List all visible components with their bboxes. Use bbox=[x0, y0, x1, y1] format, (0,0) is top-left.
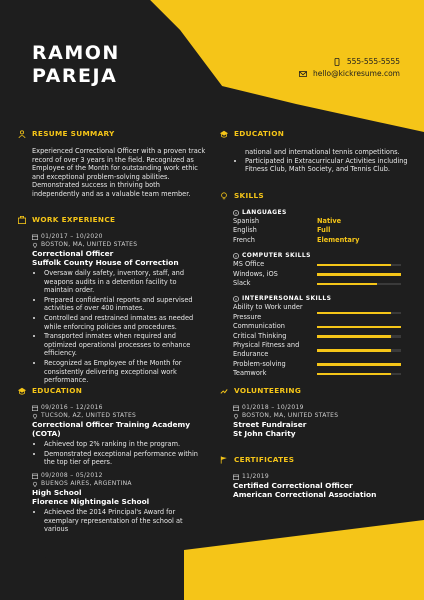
skills-heading: SKILLS bbox=[220, 191, 264, 200]
skill-name: Problem-solving bbox=[233, 359, 286, 368]
education-school: Correctional Officer Training Academy (COTA) bbox=[32, 420, 191, 438]
info-icon bbox=[233, 210, 239, 216]
skill-level-bar bbox=[317, 283, 401, 285]
first-name: RAMON bbox=[32, 42, 120, 64]
location-pin-icon bbox=[32, 242, 38, 248]
languages-heading: LANGUAGES bbox=[233, 208, 408, 217]
education-location: TUCSON, AZ, UNITED STATES bbox=[32, 412, 207, 420]
skill-level-bar bbox=[317, 326, 401, 328]
education-location: BUENOS AIRES, ARGENTINA bbox=[32, 480, 207, 488]
computer-skills-heading: COMPUTER SKILLS bbox=[233, 251, 408, 260]
calendar-icon bbox=[233, 405, 239, 411]
summary-heading: RESUME SUMMARY bbox=[18, 129, 115, 138]
certificate-organization: American Correctional Association bbox=[233, 490, 377, 499]
skill-row bbox=[233, 360, 408, 369]
languages-list bbox=[233, 217, 408, 245]
graduation-cap-icon bbox=[220, 130, 228, 138]
certificate-entry bbox=[233, 473, 408, 499]
skill-row bbox=[233, 270, 408, 279]
education-bullets bbox=[32, 440, 207, 467]
education-continued bbox=[233, 148, 408, 175]
phone-row bbox=[299, 56, 400, 68]
education-dates: 09/2008 – 05/2012 bbox=[32, 472, 207, 480]
calendar-icon bbox=[32, 234, 38, 240]
list-item: • Recognized as Employee of the Month for consistently delivering exceptional work performance. bbox=[44, 359, 207, 385]
volunteering-role: Street Fundraiser bbox=[233, 420, 307, 429]
skill-row bbox=[233, 322, 408, 331]
job-entry bbox=[32, 233, 207, 386]
skill-name: MS Office bbox=[233, 260, 265, 269]
language-row bbox=[233, 226, 408, 235]
language-name: English bbox=[233, 226, 257, 235]
skill-level-bar bbox=[317, 264, 401, 266]
skill-name: Teamwork bbox=[233, 369, 267, 378]
flag-icon bbox=[220, 456, 228, 464]
skill-level-bar bbox=[317, 335, 401, 337]
phone-text[interactable]: 555-555-5555 bbox=[346, 57, 400, 66]
skill-name: Windows, iOS bbox=[233, 269, 278, 278]
language-level: Native bbox=[317, 217, 342, 225]
job-bullets bbox=[32, 269, 207, 385]
skill-level-bar bbox=[317, 312, 401, 314]
contact-block bbox=[299, 56, 400, 80]
certificate-date: 11/2019 bbox=[233, 473, 408, 481]
skill-level-bar bbox=[317, 363, 401, 365]
volunteering-location: BOSTON, MA, UNITED STATES bbox=[233, 412, 408, 420]
language-row bbox=[233, 217, 408, 226]
computer-skills-list bbox=[233, 260, 408, 288]
continued-text: national and international tennis competitions. bbox=[245, 148, 400, 156]
location-pin-icon bbox=[32, 413, 38, 419]
job-organization: Suffolk County House of Correction bbox=[32, 258, 179, 267]
education-degree: High School bbox=[32, 488, 82, 497]
skill-row bbox=[233, 260, 408, 269]
graduation-cap-icon bbox=[18, 387, 26, 395]
calendar-icon bbox=[32, 405, 38, 411]
skill-name: Critical Thinking bbox=[233, 331, 287, 340]
education-bullets bbox=[32, 508, 207, 534]
education-entry-2 bbox=[32, 472, 207, 535]
summary-text: Experienced Correctional Officer with a proven track record of over 3 years in the field. Recognized as Employee of the Month for outstanding work ethic and exceptional problem-solving abilities. Demonstrated success in thriving both independently and as a valuable team member. bbox=[32, 147, 206, 198]
education-entry-1 bbox=[32, 404, 207, 468]
info-icon bbox=[233, 296, 239, 302]
skill-level-bar bbox=[317, 273, 401, 275]
skill-name: Slack bbox=[233, 279, 251, 288]
work-heading: WORK EXPERIENCE bbox=[18, 215, 115, 224]
list-item: • Oversaw daily safety, inventory, staff, and weapons audits in a detention facility to maintain order. bbox=[44, 269, 207, 295]
list-item: • Participated in Extracurricular Activities including Fitness Club, Math Society, and Tennis Club. bbox=[245, 157, 408, 174]
skill-level-remainder bbox=[391, 312, 401, 314]
interpersonal-skills-list bbox=[233, 303, 408, 378]
education-heading-right: EDUCATION bbox=[220, 129, 284, 138]
person-icon bbox=[18, 130, 26, 138]
last-name: PAREJA bbox=[32, 65, 118, 87]
phone-icon bbox=[333, 58, 341, 66]
mail-icon bbox=[299, 70, 307, 78]
language-name: Spanish bbox=[233, 217, 260, 225]
skill-level-bar bbox=[317, 349, 401, 351]
education-school: Florence Nightingale School bbox=[32, 497, 150, 506]
skill-row bbox=[233, 279, 408, 288]
email-row bbox=[299, 68, 400, 80]
certificates-heading: CERTIFICATES bbox=[220, 455, 294, 464]
location-pin-icon bbox=[32, 481, 38, 487]
calendar-icon bbox=[233, 474, 239, 480]
list-item: • Demonstrated exceptional performance within the top tier of peers. bbox=[44, 450, 207, 467]
info-icon bbox=[233, 253, 239, 259]
education-dates: 09/2016 – 12/2016 bbox=[32, 404, 207, 412]
skill-level-remainder bbox=[391, 349, 401, 351]
skills-block bbox=[233, 208, 408, 379]
volunteering-organization: St John Charity bbox=[233, 429, 296, 438]
list-item: • Achieved top 2% ranking in the program. bbox=[44, 440, 207, 449]
volunteering-heading: VOLUNTEERING bbox=[220, 386, 301, 395]
skill-row bbox=[233, 303, 408, 322]
job-dates: 01/2017 – 10/2020 bbox=[32, 233, 207, 241]
interpersonal-skills-heading: INTERPERSONAL SKILLS bbox=[233, 294, 408, 303]
candidate-name bbox=[32, 42, 120, 88]
hands-icon bbox=[220, 387, 228, 395]
skill-name: Physical Fitness and Endurance bbox=[233, 341, 300, 359]
location-pin-icon bbox=[233, 413, 239, 419]
job-title: Correctional Officer bbox=[32, 249, 114, 258]
skill-row bbox=[233, 369, 408, 378]
language-row bbox=[233, 236, 408, 245]
calendar-icon bbox=[32, 473, 38, 479]
volunteering-dates: 01/2018 – 10/2019 bbox=[233, 404, 408, 412]
skill-level-remainder bbox=[391, 335, 401, 337]
skill-level-remainder bbox=[391, 373, 401, 375]
certificate-name: Certified Correctional Officer bbox=[233, 481, 353, 490]
list-item: • Prepared confidential reports and supervised activities of over 400 inmates. bbox=[44, 296, 207, 313]
lightbulb-icon bbox=[220, 192, 228, 200]
skill-level-remainder bbox=[391, 264, 401, 266]
volunteering-entry bbox=[233, 404, 408, 438]
education-heading-left: EDUCATION bbox=[18, 386, 82, 395]
language-level: Elementary bbox=[317, 235, 360, 244]
briefcase-icon bbox=[18, 216, 26, 224]
skill-row bbox=[233, 332, 408, 341]
language-level: Full bbox=[317, 226, 331, 235]
job-location: BOSTON, MA, UNITED STATES bbox=[32, 241, 207, 249]
list-item: • Achieved the 2014 Principal's Award for exemplary representation of the school at various bbox=[44, 508, 207, 534]
skill-row bbox=[233, 341, 408, 360]
education-bullets bbox=[233, 157, 408, 174]
skill-level-remainder bbox=[377, 283, 401, 285]
skill-name: Ability to Work under Pressure bbox=[233, 303, 303, 321]
list-item: • Controlled and restrained inmates as needed while enforcing policies and procedures. bbox=[44, 314, 207, 331]
list-item: • Transported inmates when required and optimized operational processes to enhance efficiency. bbox=[44, 332, 207, 358]
email-text[interactable]: hello@kickresume.com bbox=[312, 69, 400, 78]
language-name: French bbox=[233, 235, 255, 244]
skill-level-bar bbox=[317, 373, 401, 375]
skill-name: Communication bbox=[233, 322, 285, 331]
